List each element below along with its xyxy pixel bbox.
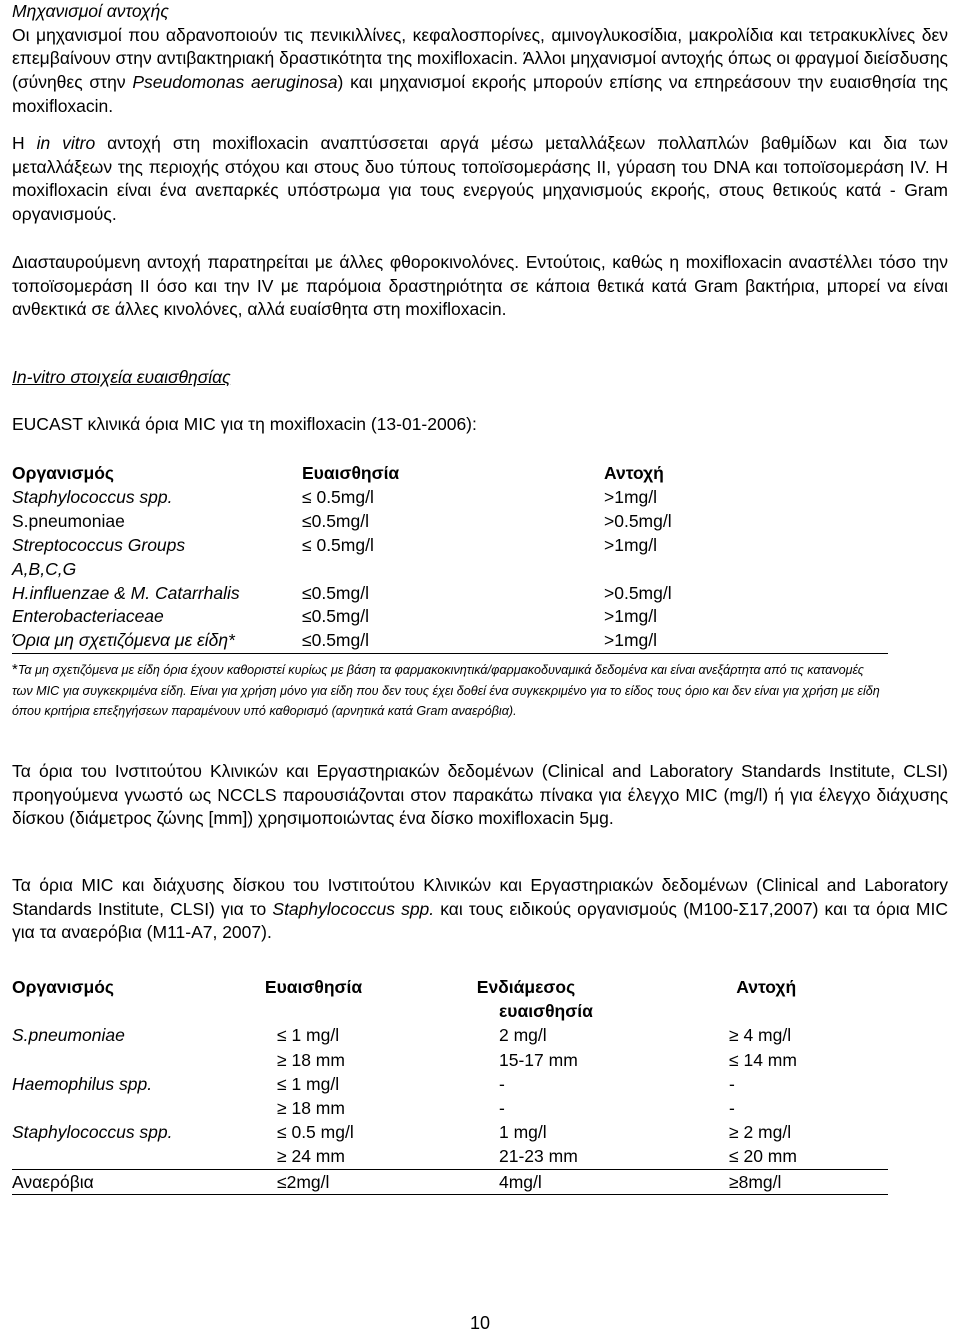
paragraph-cross-resistance: Διασταυρούμενη αντοχή παρατηρείται με άλλες φθοροκινολόνες. Εντούτοις, καθώς η moxifloxacin αναστέλλει τόσο την τοποϊσομεράση II όσο και την IV με παρόμοια δραστηριότητα σε κάποια θετικά κατά Gram βακτήρια, μπορεί να είναι ανθεκτικά σε άλλες κινολόνες, αλλά ευαίσθητα στη moxifloxacin. <box>12 252 948 320</box>
paragraph-mechanisms <box>12 24 948 119</box>
para5-text-c: και τους ειδικούς οργανισμούς (M100-Σ17,2007) και τα όρια MIC για τα αναερόβια (M11-A7, 2007). <box>12 898 948 943</box>
intermediate-cell: - <box>499 1098 505 1119</box>
section-resistance <box>12 0 948 119</box>
susceptible-cell: ≤0.5mg/l <box>302 630 369 651</box>
resistant-cell: ≥ 2 mg/l <box>729 1122 792 1143</box>
clsi-table <box>12 975 888 1195</box>
organism-cell: Staphylococcus spp. <box>12 486 173 507</box>
susceptible-cell: ≥ 18 mm <box>277 1049 345 1070</box>
resistant-cell: >1mg/l <box>604 534 658 555</box>
susceptible-cell: ≤ 1 mg/l <box>277 1073 340 1094</box>
resistant-cell: - <box>729 1073 735 1094</box>
organism-cell <box>12 1096 277 1120</box>
table-row <box>12 534 888 558</box>
resistant-cell: >0.5mg/l <box>604 510 672 531</box>
table-row <box>12 1144 888 1168</box>
para5-organism: Staphylococcus spp. <box>272 898 435 919</box>
susceptible-cell: ≤ 0.5mg/l <box>302 534 374 555</box>
intermediate-cell: 15-17 mm <box>499 1049 578 1070</box>
resistant-cell: >1mg/l <box>604 486 658 507</box>
organism-cell: Staphylococcus spp. <box>12 1122 173 1143</box>
heading-invitro-a: In-vitro <box>12 367 66 387</box>
intermediate-cell: 2 mg/l <box>499 1025 547 1046</box>
table-header-row <box>12 462 888 486</box>
susceptible-cell: ≤2mg/l <box>277 1171 330 1192</box>
footnote-text: Τα μη σχετιζόμενα με είδη όρια έχουν καθοριστεί κυρίως με βάση τα φαρμακοκινητικά/φαρμακοδυναμικά δεδομένα και είναι ανεξάρτητα από τις κατανομές των MIC για συγκεκριμένα είδη. Είναι για χρήση μόνο για είδη που δεν τους έχει δοθεί ένα συγκεκριμένο για το είδος τους όριο και δεν είναι για χρήση με είδη όπου κριτήρια επεξηγήσεων παραμένουν υπό καθορισμό (αρνητικά κατά Gram αναερόβια). <box>12 663 880 719</box>
table-row <box>12 558 888 582</box>
table-row <box>12 629 888 654</box>
table-footnote <box>12 660 882 722</box>
page-number: 10 <box>469 1313 491 1333</box>
para2-in-vitro: in vitro <box>36 133 96 153</box>
susceptible-cell: ≥ 18 mm <box>277 1098 345 1119</box>
heading-resistance: Μηχανισμοί αντοχής <box>12 1 169 21</box>
para1-organism: Pseudomonas aeruginosa <box>132 72 338 93</box>
para2-text-a: Η <box>12 133 37 153</box>
intermediate-cell: - <box>499 1073 505 1094</box>
table-row <box>12 605 888 629</box>
para1-text-c: ) και μηχανισμοί εκροής μπορούν επίσης να επηρεάσουν την ευαισθησία της moxifloxacin. <box>12 72 948 116</box>
table-row <box>12 1120 888 1144</box>
paragraph-clsi-breakpoints <box>12 874 948 945</box>
table-row <box>12 1072 888 1096</box>
footnote-star: * <box>12 661 18 678</box>
organism-cell: S.pneumoniae <box>12 510 125 531</box>
para1-text-a: Οι μηχανισμοί που αδρανοποιούν τις πενικιλλίνες, κεφαλοσπορίνες, αμινογλυκοσίδια, μακρολίδια και τετρακυκλίνες δεν επεμβαίνουν στην αντιβακτηριακή δραστικότητα της moxifloxacin. Άλλοι μηχανισμοί αντοχής όπως οι φραγμοί διείσδυσης (σύνηθες στην <box>12 24 948 93</box>
susceptible-cell: ≥ 24 mm <box>277 1146 345 1167</box>
organism-cell: Enterobacteriaceae <box>12 606 164 627</box>
resistant-cell: ≤ 20 mm <box>729 1146 797 1167</box>
organism-cell <box>12 1048 277 1072</box>
table-header-row <box>12 975 888 999</box>
paragraph-clsi-intro: Τα όρια του Ινστιτούτου Κλινικών και Εργαστηριακών δεδομένων (Clinical and Laboratory Standards Institute, CLSI) προηγούμενα γνωστό ως NCCLS παρουσιάζονται στον παρακάτω πίνακα για έλεγχο MIC (mg/l) ή για έλεγχο διάχυσης δίσκου (διάμετρος ζώνης [mm]) χρησιμοποιώντας ένα δίσκο moxifloxacin 5μg. <box>12 761 948 829</box>
susceptible-cell: ≤0.5mg/l <box>302 582 369 603</box>
organism-cell: A,B,C,G <box>12 558 77 579</box>
organism-cell: Αναερόβια <box>12 1171 94 1192</box>
header-susceptible: Ευαισθησία <box>264 977 363 997</box>
table-row <box>12 582 888 606</box>
table-row <box>12 1048 888 1072</box>
header-susceptible: Ευαισθησία <box>302 463 400 483</box>
susceptible-cell: ≤0.5mg/l <box>302 510 369 531</box>
header-intermediate-line2: ευαισθησία <box>499 1001 593 1022</box>
eucast-caption: EUCAST κλινικά όρια MIC για τη moxifloxacin (13-01-2006): <box>12 414 477 434</box>
para5-text-a: Τα όρια MIC και διάχυσης δίσκου του Ινστιτούτου Κλινικών και Εργαστηριακών δεδομένων (Clinical and Laboratory Standards Institute, CLSI) για το <box>12 875 948 919</box>
heading-invitro-susceptibility <box>12 366 231 390</box>
header-resistant: Αντοχή <box>604 463 664 483</box>
table-row <box>12 486 888 510</box>
eucast-table <box>12 462 888 654</box>
header-intermediate: Ενδιάμεσος <box>476 977 576 997</box>
table-header-row-2 <box>12 999 888 1023</box>
susceptible-cell <box>302 558 604 582</box>
organism-cell: S.pneumoniae <box>12 1025 125 1046</box>
resistant-cell: ≥ 4 mg/l <box>729 1025 792 1046</box>
intermediate-cell: 4mg/l <box>499 1171 542 1192</box>
table-row <box>12 1096 888 1120</box>
header-organism: Οργανισμός <box>12 463 114 483</box>
table-row <box>12 1023 888 1047</box>
resistant-cell: >0.5mg/l <box>604 582 672 603</box>
resistant-cell: ≥8mg/l <box>729 1171 782 1192</box>
para2-text-c: αντοχή στη moxifloxacin αναπτύσσεται αργά μέσω μεταλλάξεων πολλαπλών βαθμίδων και δια των μεταλλάξεων της περιοχής στόχου και στους δυο τύπους τοποϊσομεράσης II, γύραση του DNA και τοποϊσομεράση IV. Η moxifloxacin είναι ένα ανεπαρκές υπόστρωμα για τους ενεργούς μηχανισμούς εκροής, στους θετικούς κατά - Gram οργανισμούς. <box>12 133 949 225</box>
intermediate-cell: 21-23 mm <box>499 1146 578 1167</box>
susceptible-cell: ≤ 1 mg/l <box>277 1025 340 1046</box>
resistant-cell: - <box>729 1098 735 1119</box>
table-row <box>12 1169 888 1195</box>
header-resistant: Αντοχή <box>736 977 797 997</box>
paragraph-in-vitro-resistance <box>12 132 948 227</box>
intermediate-cell: 1 mg/l <box>499 1122 547 1143</box>
resistant-cell: >1mg/l <box>604 630 658 651</box>
susceptible-cell: ≤ 0.5mg/l <box>302 486 374 507</box>
resistant-cell: ≤ 14 mm <box>729 1049 797 1070</box>
heading-invitro-b: στοιχεία ευαισθησίας <box>65 367 231 387</box>
susceptible-cell: ≤0.5mg/l <box>302 606 369 627</box>
organism-cell <box>12 1144 277 1168</box>
resistant-cell <box>604 558 884 582</box>
organism-cell: Όρια μη σχετιζόμενα με είδη* <box>12 630 235 651</box>
resistant-cell: >1mg/l <box>604 606 658 627</box>
organism-cell: Streptococcus Groups <box>12 534 186 555</box>
organism-cell: H.influenzae & M. Catarrhalis <box>12 582 240 603</box>
table-row <box>12 510 888 534</box>
header-organism: Οργανισμός <box>12 977 114 997</box>
susceptible-cell: ≤ 0.5 mg/l <box>277 1122 354 1143</box>
organism-cell: Haemophilus spp. <box>12 1073 153 1094</box>
